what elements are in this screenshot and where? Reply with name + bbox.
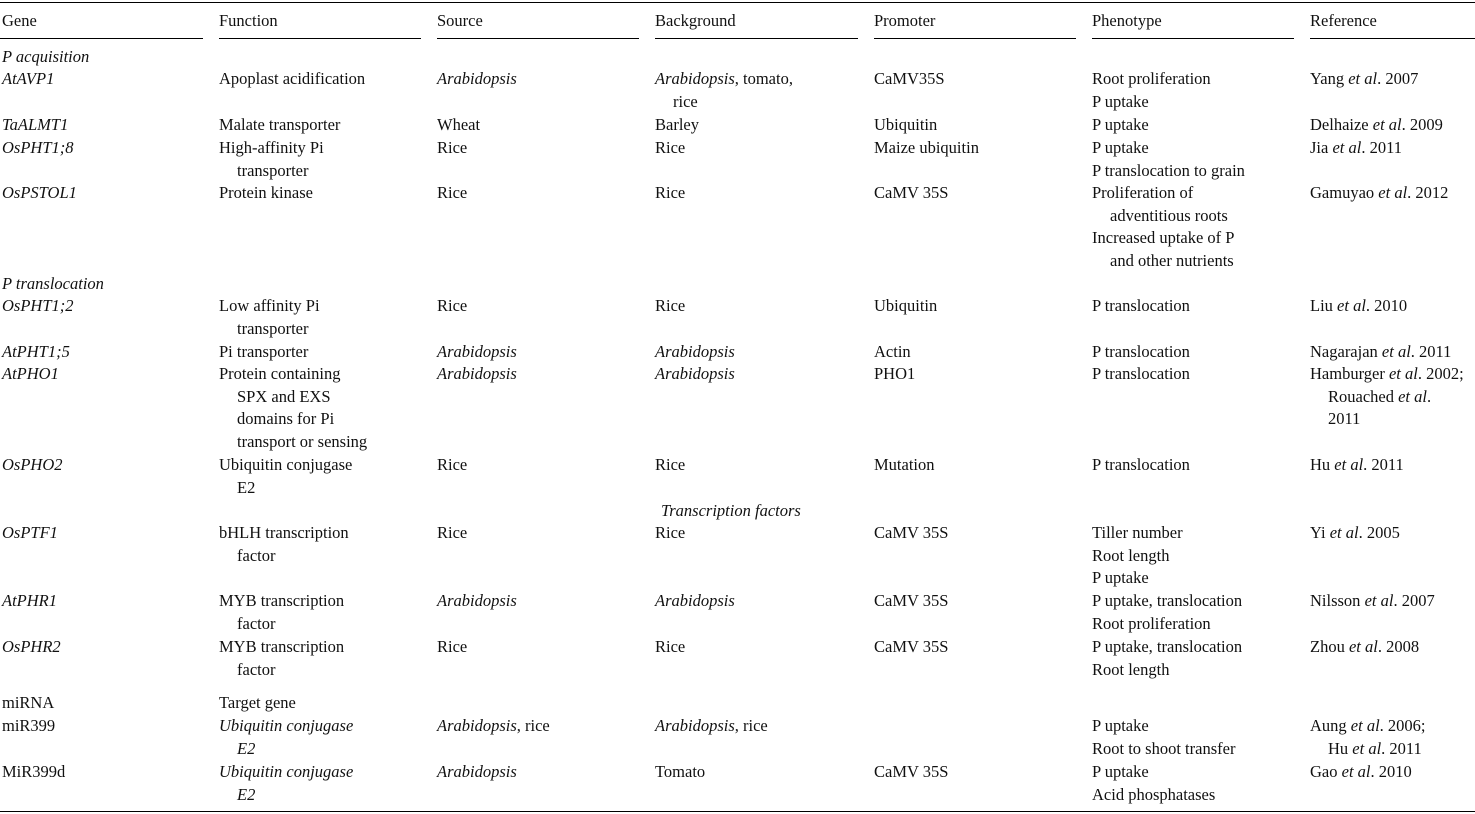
cell-function: Apoplast acidification — [219, 69, 366, 88]
cell-reference: Gamuyao et al. 2012 — [1310, 183, 1449, 202]
cell-phenotype: P uptake — [1092, 762, 1149, 781]
cell-gene: OsPHR2 — [2, 637, 61, 656]
cell-phenotype: P uptake — [1092, 91, 1149, 111]
cell-function: SPX and EXS — [237, 386, 331, 406]
cell-phenotype: P uptake, translocation — [1092, 591, 1243, 610]
cell-gene: TaALMT1 — [2, 115, 69, 134]
cell-gene: AtPHO1 — [2, 364, 59, 383]
header-reference: Reference — [1310, 11, 1377, 30]
cell-gene: AtAVP1 — [2, 69, 55, 88]
cell-reference: Delhaize et al. 2009 — [1310, 115, 1443, 134]
header-rule-segment — [219, 38, 421, 39]
cell-background: Rice — [655, 183, 686, 202]
cell-promoter: CaMV35S — [874, 69, 945, 88]
header-promoter: Promoter — [874, 11, 936, 30]
cell-phenotype: P translocation — [1092, 296, 1190, 315]
cell-phenotype: Proliferation of — [1092, 183, 1194, 202]
cell-phenotype: Acid phosphatases — [1092, 784, 1216, 804]
cell-function: domains for Pi — [237, 409, 335, 429]
cell-phenotype: P translocation to grain — [1092, 160, 1245, 180]
cell-reference: Jia et al. 2011 — [1310, 138, 1402, 157]
cell-gene: miR399 — [2, 716, 56, 735]
cell-source: Rice — [437, 183, 468, 202]
mirna-header-target-gene: Target gene — [219, 693, 296, 712]
cell-function: E2 — [237, 477, 256, 497]
cell-background: Arabidopsis, tomato, — [655, 69, 793, 88]
cell-function: factor — [237, 613, 276, 633]
cell-promoter: CaMV 35S — [874, 591, 949, 610]
cell-reference: Hu et al. 2011 — [1310, 455, 1404, 474]
cell-background: Arabidopsis, rice — [655, 716, 768, 735]
header-phenotype: Phenotype — [1092, 11, 1162, 30]
cell-reference: Rouached et al. — [1328, 386, 1432, 406]
cell-promoter: Maize ubiquitin — [874, 138, 979, 157]
cell-phenotype: P uptake — [1092, 115, 1149, 134]
cell-function: Pi transporter — [219, 342, 309, 361]
cell-function: transporter — [237, 160, 309, 180]
cell-reference: Nilsson et al. 2007 — [1310, 591, 1435, 610]
cell-gene: MiR399d — [2, 762, 66, 781]
header-source: Source — [437, 11, 483, 30]
cell-background: Rice — [655, 523, 686, 542]
header-rule-segment — [874, 38, 1076, 39]
cell-background: Rice — [655, 296, 686, 315]
cell-background: Arabidopsis — [655, 342, 735, 361]
cell-phenotype: P uptake, translocation — [1092, 637, 1243, 656]
table-top-rule — [0, 2, 1475, 3]
cell-gene: OsPHT1;2 — [2, 296, 74, 315]
cell-function: Protein kinase — [219, 183, 313, 202]
cell-source: Rice — [437, 296, 468, 315]
table-bottom-rule — [0, 811, 1475, 812]
cell-promoter: Actin — [874, 342, 911, 361]
cell-source: Rice — [437, 455, 468, 474]
cell-source: Arabidopsis — [437, 69, 517, 88]
section-p-acquisition: P acquisition — [2, 47, 90, 66]
cell-function: Ubiquitin conjugase — [219, 762, 354, 781]
cell-background: rice — [673, 91, 698, 111]
cell-background: Tomato — [655, 762, 706, 781]
cell-source: Arabidopsis — [437, 591, 517, 610]
cell-phenotype: adventitious roots — [1110, 205, 1228, 225]
cell-function: transport or sensing — [237, 432, 368, 452]
header-rule-segment — [437, 38, 639, 39]
header-function: Function — [219, 11, 278, 30]
cell-function: MYB transcription — [219, 637, 345, 656]
cell-function: Low affinity Pi — [219, 296, 320, 315]
cell-promoter: CaMV 35S — [874, 523, 949, 542]
cell-phenotype: Tiller number — [1092, 523, 1183, 542]
cell-background: Rice — [655, 637, 686, 656]
cell-reference: Liu et al. 2010 — [1310, 296, 1408, 315]
cell-gene: OsPSTOL1 — [2, 183, 77, 202]
cell-reference: Yi et al. 2005 — [1310, 523, 1400, 542]
cell-phenotype: P translocation — [1092, 364, 1190, 383]
section-transcription-factors: Transcription factors — [661, 501, 801, 520]
cell-reference: Hu et al. 2011 — [1328, 738, 1422, 758]
cell-gene: OsPHO2 — [2, 455, 63, 474]
cell-background: Arabidopsis — [655, 591, 735, 610]
cell-promoter: CaMV 35S — [874, 183, 949, 202]
cell-source: Wheat — [437, 115, 481, 134]
header-rule-segment — [0, 38, 203, 39]
cell-source: Rice — [437, 523, 468, 542]
cell-reference: 2011 — [1328, 409, 1361, 429]
cell-background: Rice — [655, 138, 686, 157]
cell-reference: Hamburger et al. 2002; — [1310, 364, 1464, 383]
header-rule-segment — [1092, 38, 1294, 39]
cell-reference: Gao et al. 2010 — [1310, 762, 1412, 781]
cell-promoter: Ubiquitin — [874, 115, 938, 134]
cell-gene: OsPHT1;8 — [2, 138, 74, 157]
cell-source: Rice — [437, 637, 468, 656]
mirna-header-gene: miRNA — [2, 693, 55, 712]
cell-phenotype: and other nutrients — [1110, 251, 1234, 271]
cell-phenotype: P uptake — [1092, 568, 1149, 588]
cell-gene: OsPTF1 — [2, 523, 58, 542]
cell-reference: Zhou et al. 2008 — [1310, 637, 1420, 656]
cell-background: Rice — [655, 455, 686, 474]
cell-reference: Nagarajan et al. 2011 — [1310, 342, 1452, 361]
header-background: Background — [655, 11, 736, 30]
cell-background: Barley — [655, 115, 699, 134]
cell-function: E2 — [237, 738, 256, 758]
cell-phenotype: Root proliferation — [1092, 613, 1211, 633]
cell-reference: Aung et al. 2006; — [1310, 716, 1426, 735]
cell-function: transporter — [237, 318, 309, 338]
cell-reference: Yang et al. 2007 — [1310, 69, 1419, 88]
cell-function: MYB transcription — [219, 591, 345, 610]
cell-phenotype: Increased uptake of P — [1092, 228, 1235, 248]
cell-phenotype: Root proliferation — [1092, 69, 1211, 88]
cell-source: Rice — [437, 138, 468, 157]
cell-function: Ubiquitin conjugase — [219, 716, 354, 735]
cell-function: E2 — [237, 784, 256, 804]
cell-gene: AtPHT1;5 — [2, 342, 70, 361]
cell-background: Arabidopsis — [655, 364, 735, 383]
cell-promoter: Mutation — [874, 455, 935, 474]
cell-promoter: PHO1 — [874, 364, 916, 383]
section-p-translocation: P translocation — [2, 274, 104, 293]
cell-promoter: Ubiquitin — [874, 296, 938, 315]
cell-source: Arabidopsis, rice — [437, 716, 550, 735]
cell-phenotype: P translocation — [1092, 455, 1190, 474]
cell-function: Malate transporter — [219, 115, 341, 134]
cell-promoter: CaMV 35S — [874, 637, 949, 656]
cell-phenotype: P translocation — [1092, 342, 1190, 361]
header-rule-segment — [1310, 38, 1475, 39]
header-rule-segment — [655, 38, 858, 39]
cell-promoter: CaMV 35S — [874, 762, 949, 781]
cell-phenotype: Root to shoot transfer — [1092, 738, 1236, 758]
cell-gene: AtPHR1 — [2, 591, 57, 610]
cell-source: Arabidopsis — [437, 364, 517, 383]
cell-function: bHLH transcription — [219, 523, 349, 542]
cell-phenotype: P uptake — [1092, 716, 1149, 735]
cell-function: factor — [237, 659, 276, 679]
cell-function: Ubiquitin conjugase — [219, 455, 353, 474]
header-gene: Gene — [2, 11, 37, 30]
cell-phenotype: P uptake — [1092, 138, 1149, 157]
cell-function: Protein containing — [219, 364, 341, 383]
cell-function: High-affinity Pi — [219, 138, 324, 157]
cell-source: Arabidopsis — [437, 762, 517, 781]
cell-function: factor — [237, 545, 276, 565]
cell-phenotype: Root length — [1092, 545, 1170, 565]
cell-phenotype: Root length — [1092, 659, 1170, 679]
cell-source: Arabidopsis — [437, 342, 517, 361]
